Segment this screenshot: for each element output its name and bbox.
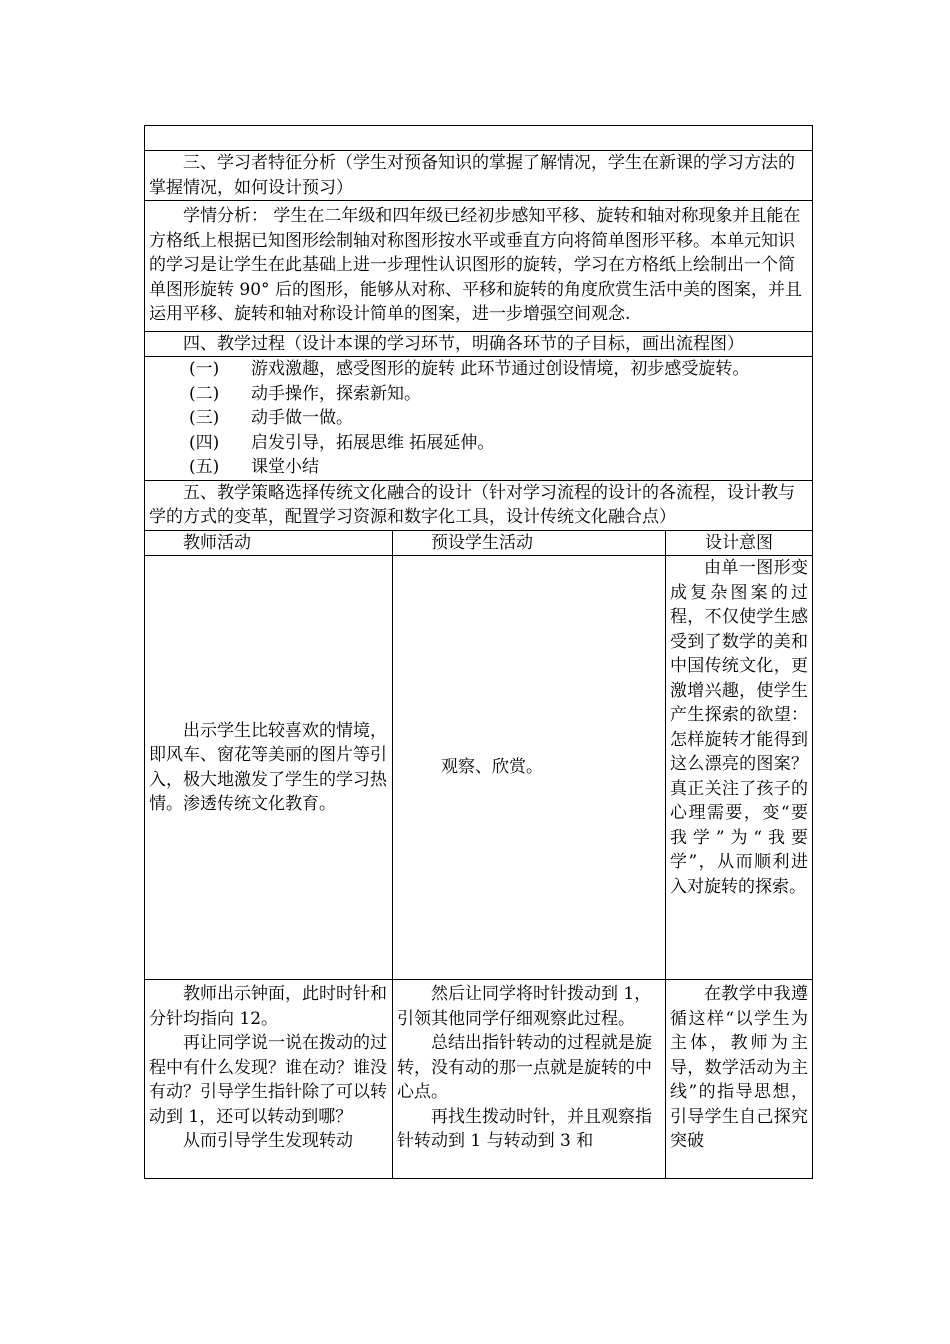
section5-heading: 五、教学策略选择传统文化融合的设计（针对学习流程的设计的各流程，设计教与学的方式的变革，配置学习资源和数字化工具，设计传统文化融合点） (145, 480, 813, 530)
teacher-activity-2-p2: 再让同学说一说在拨动的过程中有什么发现？谁在动？谁没有动？引导学生指针除了可以转动到 1，还可以转动到哪？ (149, 1033, 387, 1127)
teacher-activity-2-p3: 从而引导学生发现转动 (183, 1131, 353, 1151)
lesson-plan-table (144, 125, 813, 1179)
step-text: 动手做一做。 (251, 408, 353, 428)
step-text: 课堂小结 (251, 457, 319, 477)
teacher-activity-2-p1: 教师出示钟面，此时时针和分针均指向 12。 (149, 984, 387, 1029)
step-number: (二) (189, 383, 220, 404)
activity-row-1 (145, 556, 813, 980)
activity-row-2 (145, 980, 813, 1179)
section5-heading-row (145, 480, 813, 530)
student-activity-2-p1: 然后让同学将时针拨动到 1，引领其他同学仔细观察此过程。 (397, 984, 652, 1029)
step-number: (四) (189, 432, 220, 453)
student-activity-2 (393, 980, 666, 1179)
section4-heading: 四、教学过程（设计本课的学习环节，明确各环节的子目标，画出流程图） (145, 331, 813, 357)
design-intent-1 (666, 556, 813, 980)
student-activity-2-p3: 再找生拨动时针，并且观察指针转动到 1 与转动到 3 和 (397, 1106, 652, 1151)
step-text: 动手操作，探索新知。 (251, 383, 421, 404)
learner-analysis-text: 学情分析： 学生在二年级和四年级已经初步感知平移、旋转和轴对称现象并且能在方格纸上根据已知图形绘制轴对称图形按水平或垂直方向将简单图形平移。本单元知识的学习是让学生在此基础上进一步理性认识图形的旋转，学习在方格纸上绘制出一个简单图形旋转 90° 后的图形，能够从对称、平移和旋转的角度欣赏生活中美的图案，并且运用平移、旋转和轴对称设计简单的图案，进一步增强空间观念. (145, 201, 813, 332)
section4-heading-row (145, 331, 813, 357)
step-number: (一) (189, 359, 220, 379)
teacher-activity-2 (145, 980, 393, 1179)
step-number: (三) (189, 408, 220, 428)
design-intent-1-text: 由单一图形变成复杂图案的过程，不仅使学生感受到了数学的美和中国传统文化，更激增兴趣，使学生产生探索的欲望：怎样旋转才能得到这么漂亮的图案？真正关注了孩子的心理需要，变“要我学”为“我要学”，从而顺利进入对旋转的探索。 (670, 558, 808, 897)
step-number: (五) (189, 457, 220, 477)
process-step (145, 455, 808, 480)
section3-heading-row (145, 151, 813, 201)
column-header-intent: 设计意图 (666, 530, 813, 556)
design-intent-2-text: 在教学中我遵循这样“以学生为主体，教师为主导，数学活动为主线”的指导思想，引导学生自己探究突破 (670, 984, 808, 1151)
column-header-student: 预设学生活动 (393, 530, 666, 556)
section4-steps-row (145, 357, 813, 481)
empty-cell (145, 126, 813, 151)
empty-row (145, 126, 813, 151)
step-text: 启发引导，拓展思维 拓展延伸。 (251, 432, 495, 453)
teacher-activity-1: 出示学生比较喜欢的情境，即风车、窗花等美丽的图片等引入，极大地激发了学生的学习热情。渗透传统文化教育。 (145, 556, 393, 980)
student-activity-1: 观察、欣赏。 (393, 556, 666, 980)
process-steps (145, 357, 813, 481)
process-step (145, 357, 808, 382)
process-step (145, 406, 808, 431)
column-header-teacher: 教师活动 (145, 530, 393, 556)
design-intent-2 (666, 980, 813, 1179)
process-step (145, 382, 808, 407)
student-activity-2-p2: 总结出指针转动的过程就是旋转，没有动的那一点就是旋转的中心点。 (397, 1033, 652, 1102)
column-header-row (145, 530, 813, 556)
section3-heading: 三、学习者特征分析（学生对预备知识的掌握了解情况，学生在新课的学习方法的掌握情况，如何设计预习） (145, 151, 813, 201)
step-text: 游戏激趣，感受图形的旋转 此环节通过创设情境，初步感受旋转。 (251, 359, 750, 379)
lesson-plan-page (144, 125, 812, 1179)
section3-analysis-row (145, 201, 813, 332)
process-step (145, 431, 808, 456)
